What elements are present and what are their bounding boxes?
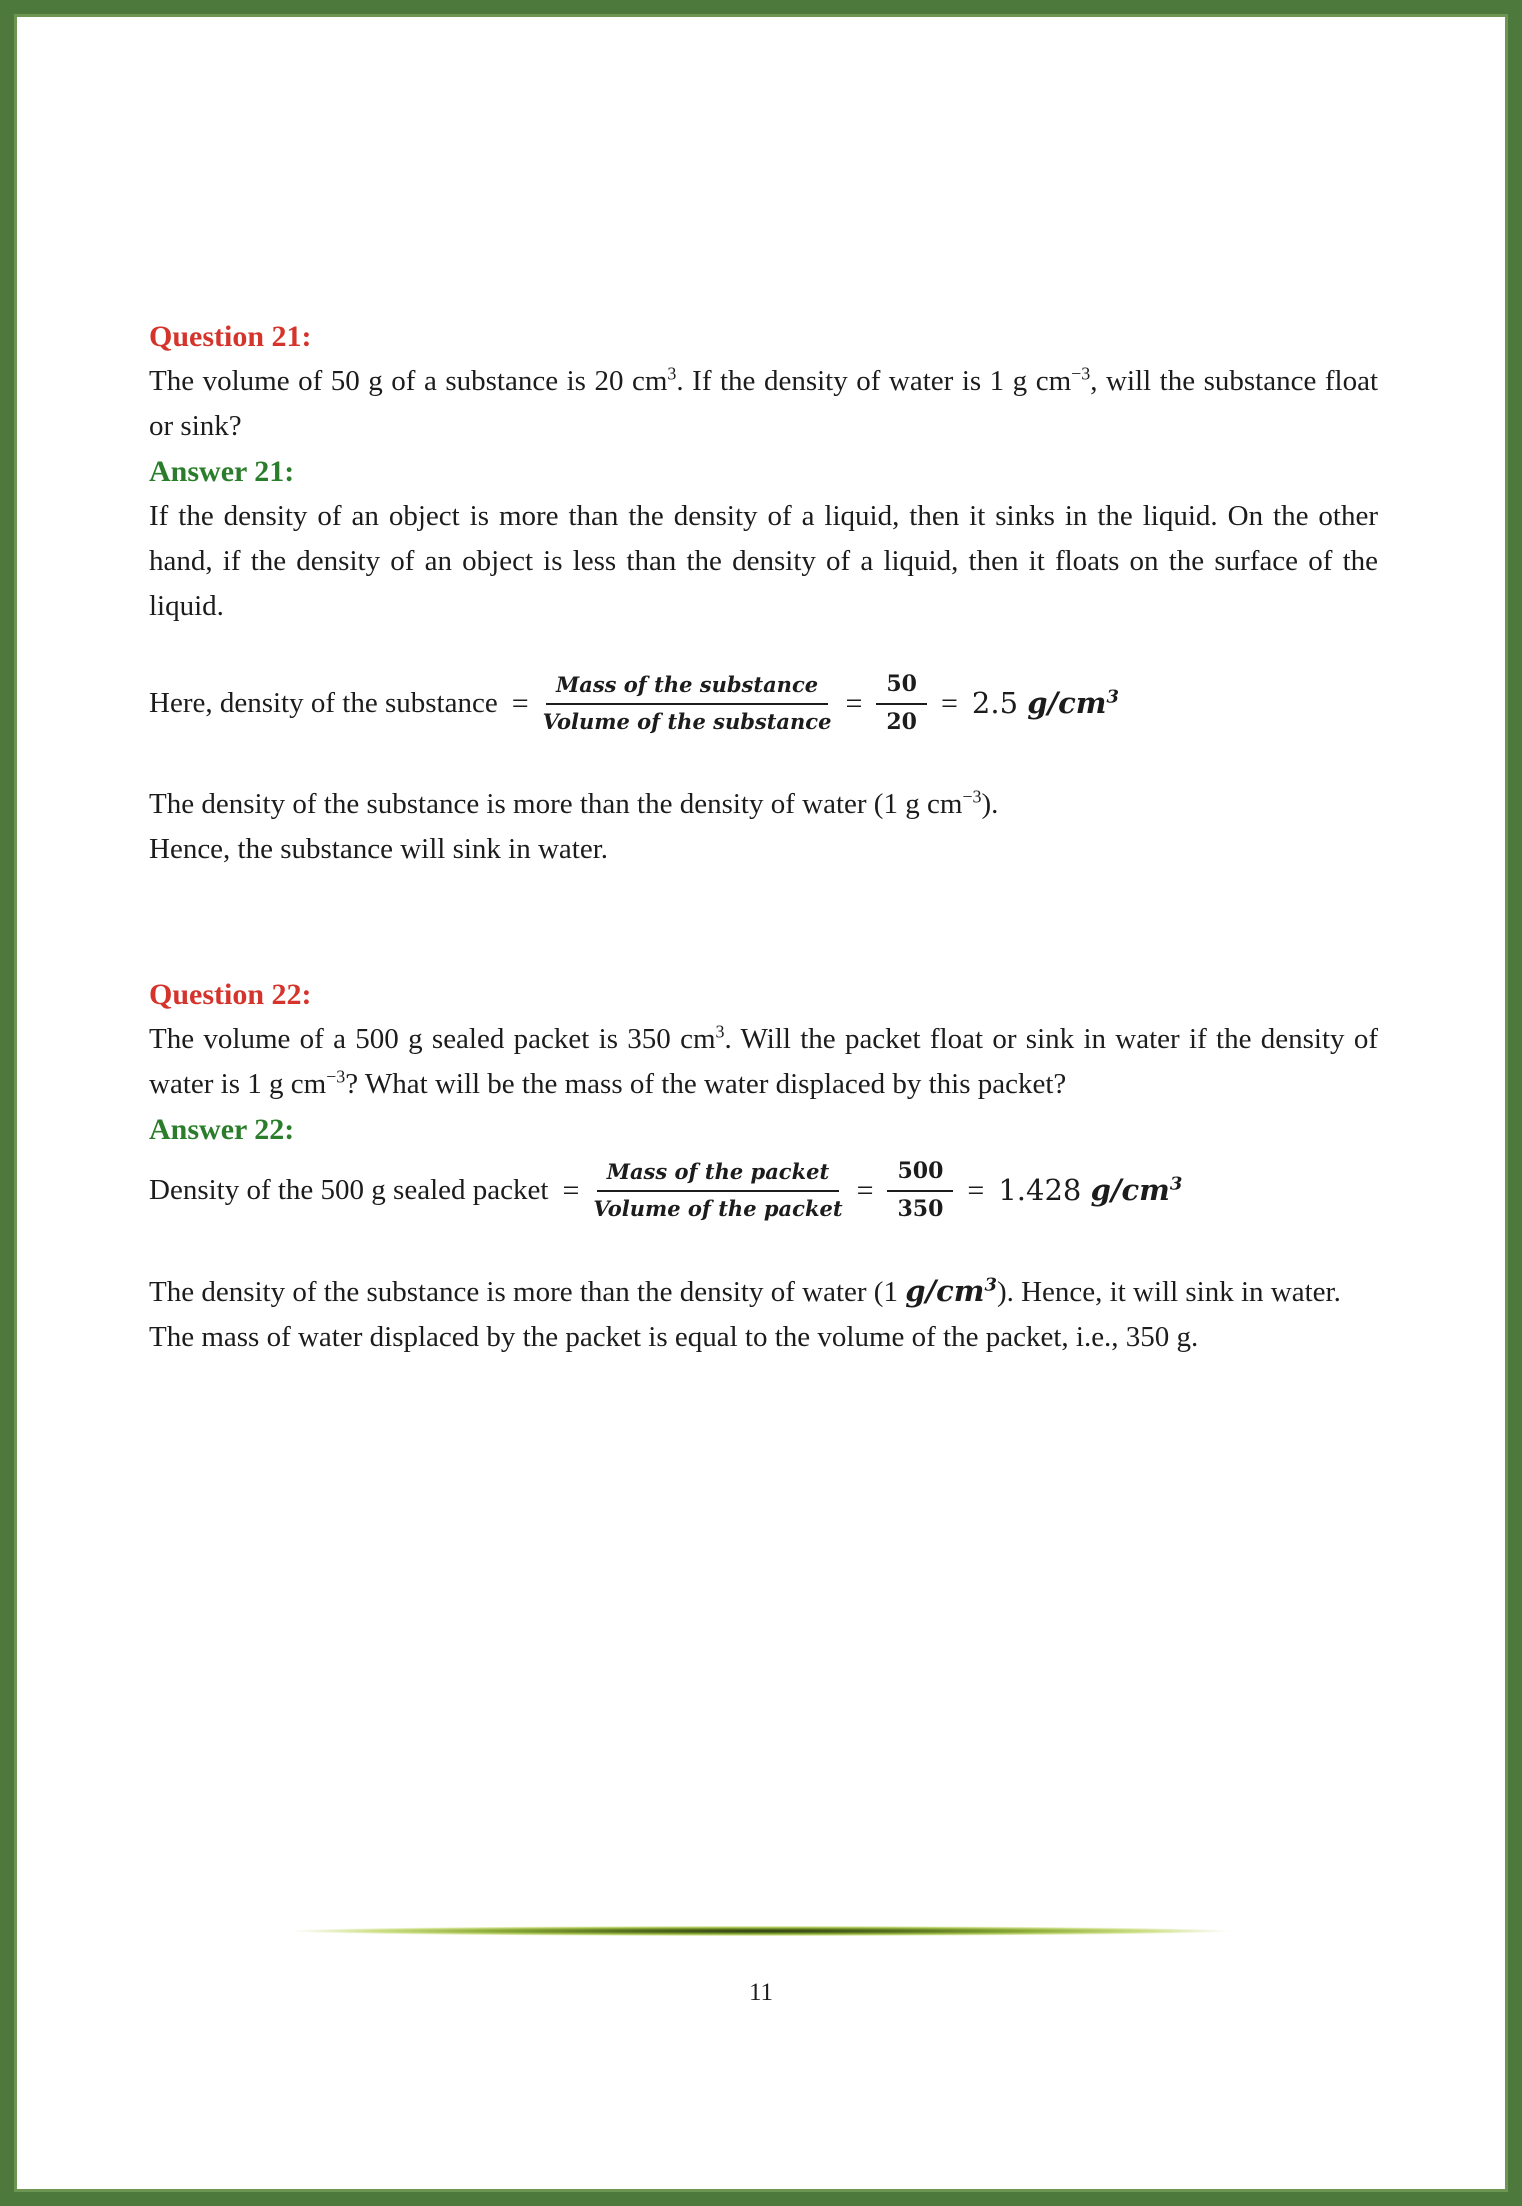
answer-21-formula	[149, 671, 1378, 736]
answer-21-heading: Answer 21:	[149, 455, 295, 488]
text-segment: The volume of a 500 g sealed packet is 350 cm	[149, 1023, 716, 1055]
fraction-mass-volume	[543, 672, 832, 735]
answer-22-formula	[149, 1158, 1378, 1223]
question-21-text	[149, 359, 1378, 449]
formula-result	[972, 681, 1119, 726]
fraction-mass-volume	[593, 1159, 842, 1222]
text-segment: . If the density of water is 1 g cm	[676, 365, 1072, 397]
fraction-numerator: Mass of the substance	[546, 672, 828, 704]
equals-sign: =	[845, 687, 863, 720]
result-unit: g/cm	[1090, 1173, 1170, 1207]
superscript: 3	[715, 1021, 725, 1042]
question-21-heading: Question 21:	[149, 320, 312, 353]
text-segment: The volume of 50 g of a substance is 20 cm	[149, 365, 668, 397]
superscript: 3	[1106, 686, 1119, 708]
fraction-numerator: Mass of the packet	[597, 1159, 840, 1191]
equals-sign: =	[511, 687, 529, 720]
math-unit: g/cm	[905, 1274, 985, 1308]
formula-result	[998, 1168, 1182, 1213]
superscript: 3	[984, 1274, 997, 1296]
result-value: 1.428	[998, 1173, 1091, 1207]
fraction-denominator: Volume of the substance	[542, 708, 832, 734]
formula-lead: Density of the 500 g sealed packet	[149, 1174, 549, 1206]
text-segment: , will the substance float or sink?	[149, 365, 1379, 442]
text-segment: The density of the substance is more than the density of water (1 g cm	[149, 788, 963, 820]
question-22-heading: Question 22:	[149, 978, 312, 1011]
superscript: 3	[667, 363, 677, 384]
fraction-denominator: Volume of the packet	[593, 1195, 843, 1221]
text-segment: ).	[981, 788, 999, 820]
answer-22-conclusion-2: The mass of water displaced by the packet is equal to the volume of the packet, i.e., 350 g.	[149, 1321, 1199, 1353]
equals-sign: =	[967, 1174, 985, 1207]
page-content	[149, 314, 1378, 1360]
fraction-denominator: 20	[886, 708, 917, 735]
page-number: 11	[748, 1979, 774, 2006]
equals-sign: =	[856, 1174, 874, 1207]
formula-lead: Here, density of the substance	[149, 687, 498, 719]
result-unit: g/cm	[1027, 686, 1107, 720]
fraction-numerator: 50	[876, 671, 927, 705]
superscript: −3	[326, 1066, 346, 1087]
text-segment: The density of the substance is more than the density of water (1	[149, 1276, 906, 1308]
result-value: 2.5	[971, 686, 1028, 720]
fraction-denominator: 350	[897, 1195, 944, 1222]
superscript: 3	[1169, 1173, 1183, 1195]
superscript: −3	[962, 786, 982, 807]
fraction-numerator: 500	[887, 1158, 953, 1192]
answer-21-conclusion-line1	[149, 782, 1378, 827]
decorative-divider	[186, 1925, 1336, 1937]
answer-22-heading: Answer 22:	[149, 1113, 295, 1146]
fraction-values	[887, 1158, 953, 1223]
text-segment: ). Hence, it will sink in water.	[996, 1276, 1341, 1308]
text-segment: ? What will be the mass of the water displaced by this packet?	[345, 1068, 1067, 1100]
answer-21-conclusion-line2: Hence, the substance will sink in water.	[149, 833, 609, 865]
question-22-text	[149, 1017, 1378, 1107]
superscript: −3	[1071, 363, 1091, 384]
text-segment: . Will the packet float or sink in water if the density of water is 1 g cm	[149, 1023, 1378, 1100]
equals-sign: =	[941, 687, 958, 720]
fraction-values	[876, 671, 927, 736]
equals-sign: =	[562, 1174, 580, 1207]
answer-21-paragraph: If the density of an object is more than the density of a liquid, then it sinks in the liquid. On the other hand, if the density of an object is less than the density of a liquid, then it floats on the surface of the liquid.	[149, 500, 1378, 622]
answer-22-conclusion-1	[149, 1269, 1378, 1315]
